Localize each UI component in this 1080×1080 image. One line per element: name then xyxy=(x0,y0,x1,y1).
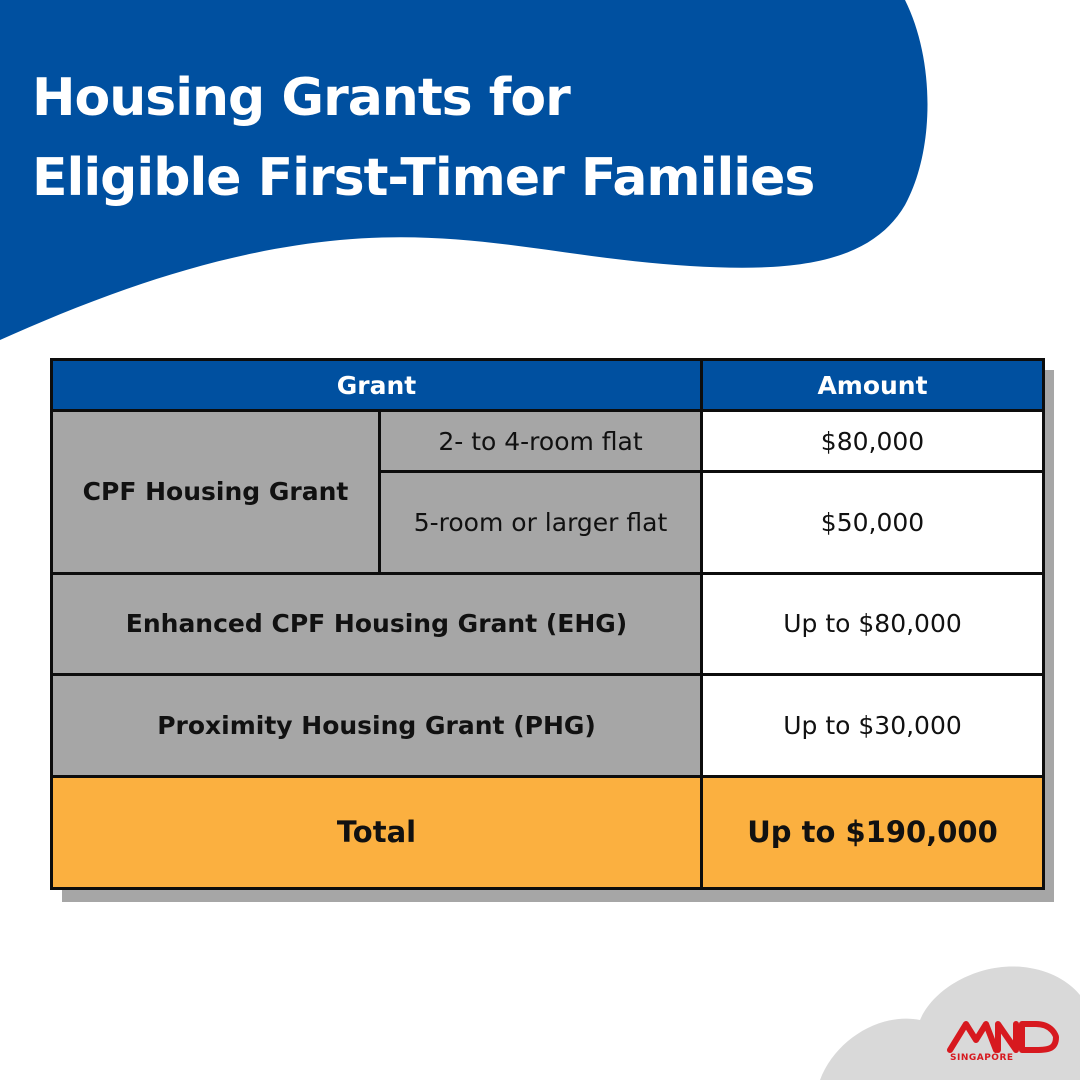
header-amount: Amount xyxy=(702,360,1044,411)
amount-5-room: $50,000 xyxy=(702,472,1044,573)
title-line-2: Eligible First-Timer Families xyxy=(32,148,815,208)
grant-sub-5-room: 5-room or larger flat xyxy=(380,472,702,573)
table-row xyxy=(52,573,1044,674)
total-row xyxy=(52,776,1044,888)
amount-2-4-room: $80,000 xyxy=(702,411,1044,472)
grant-sub-2-4-room: 2- to 4-room flat xyxy=(380,411,702,472)
header-grant: Grant xyxy=(52,360,702,411)
grant-name-ehg: Enhanced CPF Housing Grant (EHG) xyxy=(52,573,702,674)
table-header-row xyxy=(52,360,1044,411)
title-line-1: Housing Grants for xyxy=(32,68,570,128)
amount-ehg: Up to $80,000 xyxy=(702,573,1044,674)
page-title xyxy=(32,58,892,218)
logo-subtext: SINGAPORE xyxy=(950,1053,1014,1063)
total-amount: Up to $190,000 xyxy=(702,776,1044,888)
grant-name-cpf: CPF Housing Grant xyxy=(52,411,380,574)
mnd-logo-mark xyxy=(950,1024,1056,1050)
grant-name-phg: Proximity Housing Grant (PHG) xyxy=(52,675,702,776)
table-row xyxy=(52,411,1044,472)
table-row xyxy=(52,675,1044,776)
amount-phg: Up to $30,000 xyxy=(702,675,1044,776)
grants-table xyxy=(50,358,1045,890)
total-label: Total xyxy=(52,776,702,888)
